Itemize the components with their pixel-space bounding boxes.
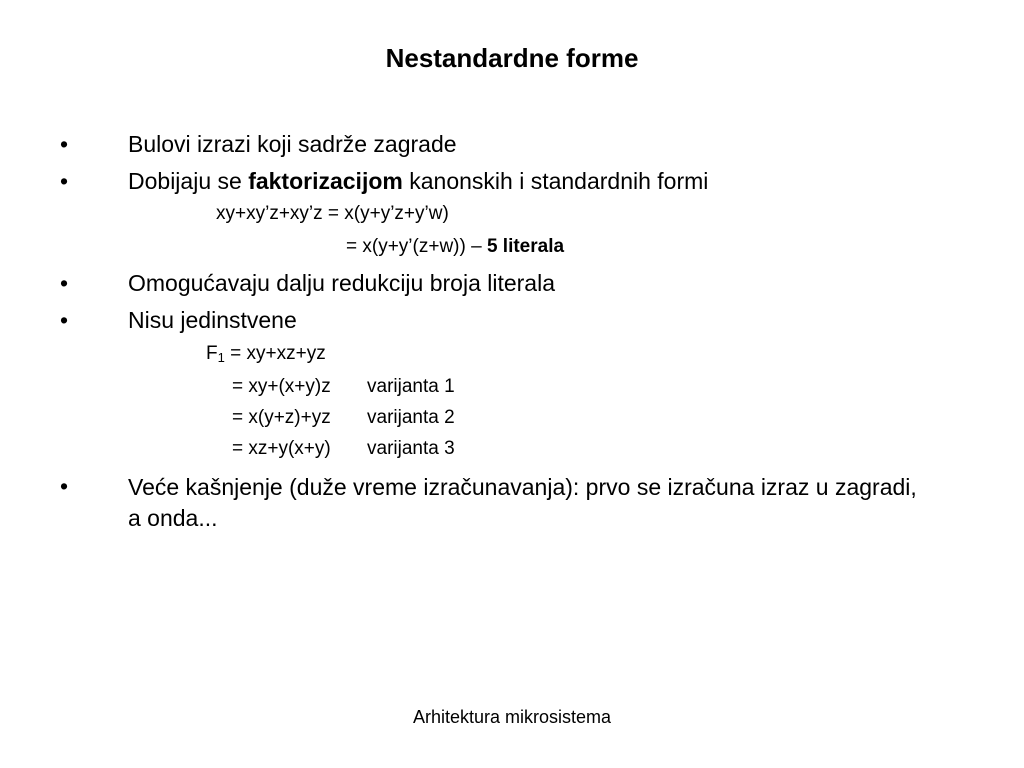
- bullet-text-part: Dobijaju se: [128, 168, 249, 194]
- formula-bold: 5 literala: [486, 236, 565, 257]
- variant-label: varijanta 1: [367, 376, 455, 397]
- bullet-text: Veće kašnjenje (duže vreme izračunavanja): prvo se izračuna izraz u zagradi, a onda...: [128, 474, 917, 531]
- slide-footer: Arhitektura mikrosistema: [412, 707, 612, 727]
- variant-expression: = xz+y(x+y): [232, 438, 331, 459]
- bullet-text: [128, 167, 708, 195]
- bullet-icon: •: [60, 168, 69, 194]
- f1-expression: = xy+xz+yz: [224, 343, 326, 364]
- bullet-text-bold: faktorizacijom: [248, 168, 403, 194]
- bullet-text: Bulovi izrazi koji sadrže zagrade: [128, 131, 457, 157]
- variant-expression: = x(y+z)+yz: [232, 407, 331, 428]
- bullet-icon: •: [60, 131, 69, 157]
- f1-definition: [206, 342, 326, 370]
- variant-expression: = xy+(x+y)z: [232, 376, 331, 397]
- formula-line: [346, 235, 564, 259]
- bullet-icon: •: [60, 473, 69, 499]
- variant-label: varijanta 3: [367, 438, 455, 459]
- bullet-icon: •: [60, 307, 69, 333]
- bullet-text: Omogućavaju dalju redukciju broja literala: [128, 270, 556, 296]
- f1-label: F: [206, 343, 218, 364]
- bullet-icon: •: [60, 270, 69, 296]
- f1-subscript: 1: [217, 350, 225, 365]
- bullet-text-part: kanonskih i standardnih formi: [402, 168, 709, 194]
- formula-line: xy+xy’z+xy’z = x(y+y’z+y’w): [216, 203, 449, 224]
- bullet-text: Nisu jedinstvene: [128, 307, 297, 333]
- slide-title: Nestandardne forme: [385, 43, 639, 73]
- variant-label: varijanta 2: [367, 407, 455, 428]
- formula-part: = x(y+y’(z+w)) –: [346, 236, 487, 257]
